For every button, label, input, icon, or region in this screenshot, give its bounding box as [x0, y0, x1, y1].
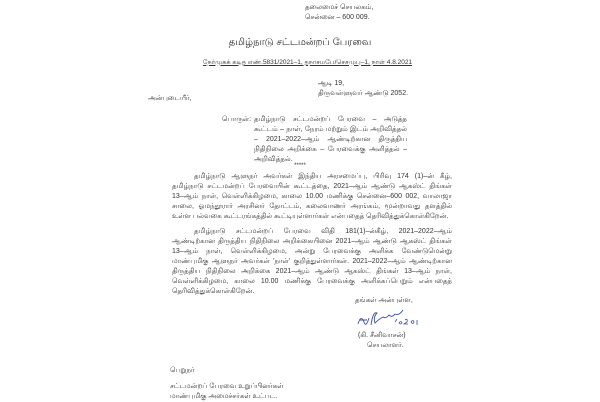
handwritten-signature — [355, 308, 425, 330]
letter-date — [318, 79, 448, 99]
office-city: சென்னை – 600 009. — [305, 14, 370, 21]
subject-text: தமிழ்நாடு சட்டமன்றப் பேரவை – அடுத்த கூட்டம் – நாள், நேரம் மற்றும் இடம் அறிவித்தல் – 2021–2022–ஆம் ஆண்டிற்கான திருத்திய நிதிநிலை அறிக்கை – பேரவைக்கு அளித்தல் – அறிவித்தல். — [254, 116, 407, 163]
reference-number: நேர்முகக் கடித எண்.5831/2021–1, தநாசமபே/செசமுபு–1, நாள் 4.8.2021 — [202, 59, 413, 66]
salutation: அன்புடையீர், — [148, 95, 192, 102]
signatory-designation: செயலாளர். — [367, 342, 404, 349]
recipient-line: சட்டமன்றப் பேரவை உறுப்பினர்கள் — [170, 383, 284, 390]
recipients-list — [170, 382, 283, 402]
recipient-line: மாண்புமிகு அமைச்சர்கள் உட்பட. — [170, 393, 278, 400]
subject-block — [222, 115, 407, 165]
office-name: தலைமைச் செயலகம், — [305, 4, 374, 11]
recipients-label: பெறுநர் — [170, 367, 195, 374]
tamil-year: திருவள்ளுவர் ஆண்டு 2052. — [318, 90, 409, 97]
body-paragraph-1: தமிழ்நாடு ஆளுநர் அவர்கள் இந்திய அரசமைப்பு, பிரிவு 174 (1)–ன் கீழ், தமிழ்நாடு சட்டமன்றப் பேரவையின் கூட்டத்தை, 2021–ஆம் ஆண்டு ஆகஸ்ட் திங்கள் 13–ஆம் நாள், வெள்ளிக்கிழமை, காலை 10.00 மணிக்கு சென்னை–600 002, வாலாஜா சாலை, ஓமந்தூரார் அரசினர் தோட்டம், கலைவாணர் அரங்கம், மூன்றாவது தளத்தில் உள்ள பல்வகை கூட்டரங்கத்தில் கூட்டியுள்ளார்கள் என்பதைத் தெரிவித்துக்கொள்கிறேன். — [172, 173, 452, 220]
document-title: தமிழ்நாடு சட்டமன்றப் பேரவை — [228, 37, 372, 48]
signatory-name: (கி. சீனிவாசன்) — [358, 332, 406, 339]
letterhead-address — [305, 3, 425, 23]
separator: ***** — [294, 163, 306, 169]
body-paragraph-2: தமிழ்நாடு சட்டமன்றப் பேரவை விதி 181(1)–ன்கீழ், 2021–2022–ஆம் ஆண்டிற்கான திருத்திய நிதிநிலை அறிக்கையினை 2021–ஆம் ஆண்டு ஆகஸ்ட் திங்கள் 13–ஆம் நாள், வெள்ளிக்கிழமை, அன்று பேரவைக்கு அளிக்க வேண்டுமென்று மாண்புமிகு ஆளுநர் அவர்கள் 'நாள்' குறித்துள்ளார்கள். 2021–2022–ஆம் ஆண்டிற்கான திருத்திய நிதிநிலை அறிக்கை 2021–ஆம் ஆண்டு ஆகஸ்ட் திங்கள் 13–ஆம் நாள், வெள்ளிக்கிழமை, காலை 10.00 மணிக்கு பேரவைக்கு அளிக்கப்பெறும் என்பதைத் தெரிவித்துக்கொள்கிறேன். — [172, 228, 452, 295]
subject-label: பொருள்: — [222, 116, 252, 123]
closing: தங்கள் அன்புள்ள, — [355, 297, 413, 304]
tamil-date: ஆடி 19, — [318, 80, 345, 87]
